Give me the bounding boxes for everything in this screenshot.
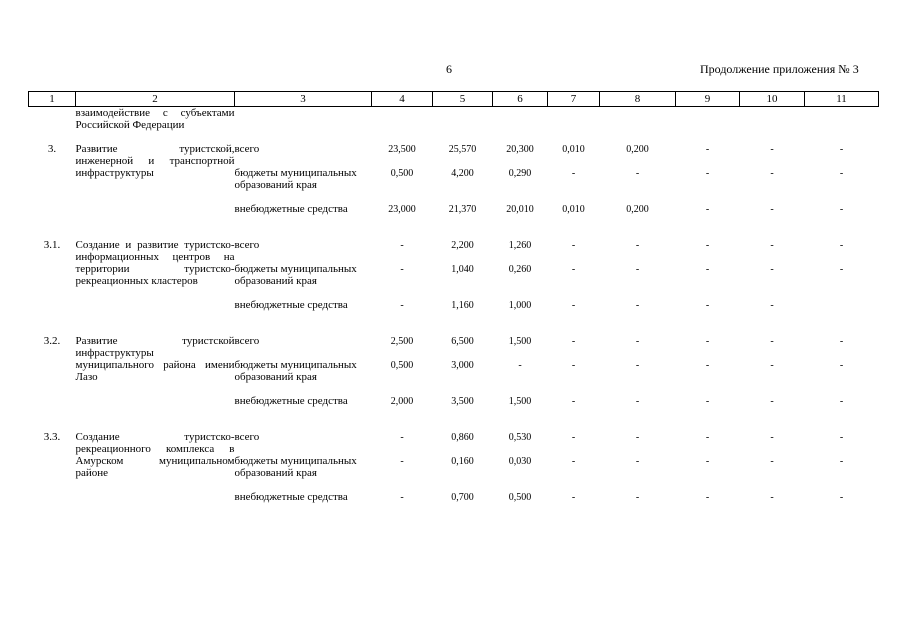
funding-value: - <box>635 336 640 347</box>
funding-value: 0,500 <box>390 168 414 179</box>
funding-value: - <box>705 300 710 311</box>
funding-value: - <box>400 456 404 467</box>
funding-value: - <box>839 168 844 179</box>
funding-value: - <box>705 396 710 407</box>
funding-value: - <box>839 360 844 371</box>
funding-value: - <box>705 144 710 155</box>
column-header: 4 <box>372 92 433 107</box>
section-name: Развитие туристской инфраструктуры муниципального района имени Лазо <box>75 335 235 383</box>
funding-value: - <box>571 168 576 179</box>
funding-source: внебюджетные средства <box>234 491 348 503</box>
column-header: 11 <box>805 92 879 107</box>
carryover-row <box>29 107 879 132</box>
funding-value: 0,500 <box>390 360 414 371</box>
section-number: 3.1. <box>43 239 61 251</box>
funding-source: бюджеты муниципальных образований края <box>234 359 357 383</box>
funding-value: - <box>571 264 576 275</box>
column-header: 10 <box>740 92 805 107</box>
funding-value: 0,860 <box>451 432 474 443</box>
funding-value: - <box>635 360 640 371</box>
funding-value: 3,000 <box>451 360 474 371</box>
table-row <box>29 143 879 167</box>
section-name: Создание и развитие туристско-информационных центров на территории туристско-рекреационных кластеров <box>75 239 235 287</box>
funding-value: 0,010 <box>562 204 585 215</box>
funding-value: 2,200 <box>451 240 474 251</box>
funding-value: - <box>770 240 774 251</box>
funding-source: бюджеты муниципальных образований края <box>234 263 357 287</box>
funding-value: 1,040 <box>451 264 474 275</box>
funding-value: - <box>635 396 640 407</box>
funding-value: - <box>839 204 844 215</box>
funding-value: - <box>839 456 844 467</box>
funding-value: 0,700 <box>451 492 474 503</box>
spacer-row <box>29 131 879 143</box>
funding-value: - <box>705 456 710 467</box>
section-name: Развитие туристской, инженерной и транспортной инфраструктуры <box>75 143 235 179</box>
funding-value: - <box>635 240 640 251</box>
funding-source: всего <box>234 431 260 443</box>
funding-value: - <box>839 144 844 155</box>
funding-value: 21,370 <box>448 204 477 215</box>
funding-value: 23,500 <box>388 144 416 155</box>
funding-value: - <box>705 204 710 215</box>
funding-source: внебюджетные средства <box>234 299 348 311</box>
funding-value: - <box>705 264 710 275</box>
funding-value: - <box>770 264 774 275</box>
funding-value: - <box>635 492 640 503</box>
funding-value: - <box>705 336 710 347</box>
funding-source: бюджеты муниципальных образований края <box>234 167 357 191</box>
funding-value: - <box>839 240 844 251</box>
funding-value: 1,500 <box>508 396 532 407</box>
table-row <box>29 335 879 359</box>
funding-value: - <box>770 204 774 215</box>
column-header: 2 <box>76 92 235 107</box>
funding-value: - <box>770 300 774 311</box>
funding-value: 1,160 <box>451 300 474 311</box>
funding-value: - <box>635 264 640 275</box>
funding-value: - <box>518 360 522 371</box>
funding-value: - <box>705 168 710 179</box>
funding-value <box>805 299 879 323</box>
funding-value: - <box>705 240 710 251</box>
funding-value: 20,010 <box>506 204 534 215</box>
funding-value: - <box>635 300 640 311</box>
funding-source: всего <box>234 143 260 155</box>
carryover-text: взаимодействие с субъектами Российской Федерации <box>75 107 235 131</box>
column-number-row <box>29 92 879 107</box>
funding-value: 1,000 <box>508 300 532 311</box>
funding-value: - <box>839 492 844 503</box>
table-row <box>29 239 879 263</box>
column-header: 3 <box>235 92 372 107</box>
funding-value: - <box>571 240 576 251</box>
funding-value: 0,030 <box>508 456 532 467</box>
funding-source: бюджеты муниципальных образований края <box>234 455 357 479</box>
funding-value: - <box>839 264 844 275</box>
funding-value: - <box>635 168 640 179</box>
funding-value: - <box>770 336 774 347</box>
funding-value: - <box>770 168 774 179</box>
funding-value: 3,500 <box>451 396 474 407</box>
funding-value: - <box>571 492 576 503</box>
funding-value: 23,000 <box>388 204 416 215</box>
funding-value: - <box>400 492 404 503</box>
funding-value: 0,200 <box>626 144 649 155</box>
funding-value: 1,260 <box>508 240 532 251</box>
funding-value: - <box>770 456 774 467</box>
section-number: 3.2. <box>43 335 61 347</box>
funding-value: - <box>770 492 774 503</box>
funding-value: - <box>635 456 640 467</box>
funding-value: - <box>571 456 576 467</box>
funding-value: - <box>705 492 710 503</box>
funding-value: - <box>400 300 404 311</box>
funding-value: 20,300 <box>506 144 534 155</box>
program-table <box>28 91 879 515</box>
column-header: 9 <box>676 92 740 107</box>
funding-value: 2,500 <box>390 336 414 347</box>
funding-value: - <box>571 432 576 443</box>
funding-value: - <box>770 396 774 407</box>
funding-value: - <box>635 432 640 443</box>
funding-value: - <box>770 360 774 371</box>
continuation-label: Продолжение приложения № 3 <box>700 62 859 76</box>
column-header: 7 <box>548 92 600 107</box>
funding-value: - <box>571 396 576 407</box>
column-header: 6 <box>493 92 548 107</box>
funding-value: 1,500 <box>508 336 532 347</box>
spacer-row <box>29 227 879 239</box>
funding-value: 0,160 <box>451 456 474 467</box>
funding-value: - <box>770 144 774 155</box>
funding-value: 6,500 <box>451 336 474 347</box>
funding-value: 2,000 <box>390 396 414 407</box>
funding-value: - <box>705 360 710 371</box>
section-number: 3. <box>47 143 57 155</box>
page-number: 6 <box>446 62 452 76</box>
funding-value: - <box>770 432 774 443</box>
funding-value: 0,290 <box>508 168 532 179</box>
funding-source: всего <box>234 335 260 347</box>
funding-source: внебюджетные средства <box>234 203 348 215</box>
funding-value: 25,570 <box>448 144 477 155</box>
funding-value: - <box>839 336 844 347</box>
spacer-row <box>29 419 879 431</box>
funding-value: 0,530 <box>508 432 532 443</box>
column-header: 8 <box>600 92 676 107</box>
funding-source: всего <box>234 239 260 251</box>
spacer-row <box>29 323 879 335</box>
funding-value: - <box>571 360 576 371</box>
section-name: Создание туристско-рекреационного комплекса в Амурском муниципальном районе <box>75 431 235 479</box>
funding-value: - <box>839 396 844 407</box>
funding-value: - <box>571 336 576 347</box>
funding-value: 4,200 <box>451 168 474 179</box>
funding-value: - <box>400 264 404 275</box>
funding-value: - <box>400 432 404 443</box>
funding-value: 0,500 <box>508 492 532 503</box>
funding-value: - <box>571 300 576 311</box>
funding-value: 0,010 <box>562 144 585 155</box>
funding-value: 0,200 <box>626 204 649 215</box>
table-row <box>29 431 879 455</box>
funding-value: - <box>400 240 404 251</box>
funding-source: внебюджетные средства <box>234 395 348 407</box>
section-number: 3.3. <box>43 431 61 443</box>
column-header: 5 <box>433 92 493 107</box>
column-header: 1 <box>29 92 76 107</box>
funding-value: - <box>705 432 710 443</box>
funding-value: - <box>839 432 844 443</box>
funding-value: 0,260 <box>508 264 532 275</box>
